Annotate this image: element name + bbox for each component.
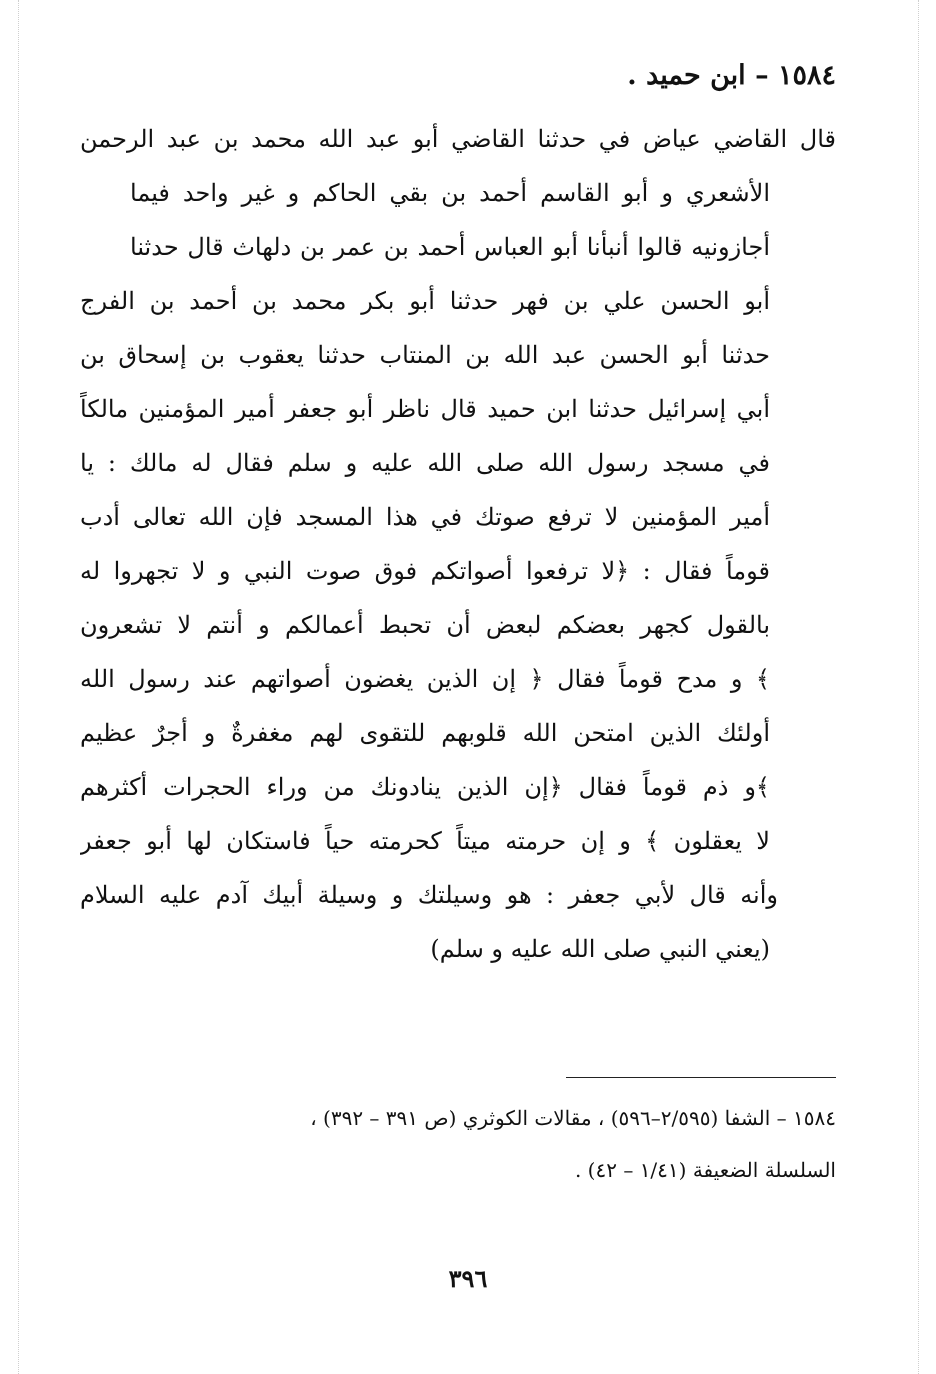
body-line: وأنه قال لأبي جعفر : هو وسيلتك و وسيلة أبيك آدم عليه السلام (80, 881, 778, 909)
footnote-line: ١٥٨٤ – الشفا (٢/٥٩٥–٥٩٦) ، مقالات الكوثري (ص ٣٩١ – ٣٩٢) ، (310, 1106, 836, 1130)
scan-guide-right (918, 0, 920, 1374)
body-line: ﴾و ذم قوماً فقال ﴿إن الذين ينادونك من وراء الحجرات أكثرهم (80, 773, 770, 801)
footnote-line: السلسلة الضعيفة (١/٤١ – ٤٢) . (574, 1158, 836, 1182)
body-line: أبي إسرائيل حدثنا ابن حميد قال ناظر أبو جعفر أمير المؤمنين مالكاً (80, 395, 770, 423)
body-line: أمير المؤمنين لا ترفع صوتك في هذا المسجد فإن الله تعالى أدب (80, 503, 770, 531)
body-line: بالقول كجهر بعضكم لبعض أن تحبط أعمالكم و أنتم لا تشعرون (80, 611, 770, 639)
body-line: قوماً فقال : ﴿لا ترفعوا أصواتكم فوق صوت النبي و لا تجهروا له (80, 557, 770, 585)
footnote-divider (566, 1077, 836, 1078)
body-line: حدثنا أبو الحسن عبد الله بن المنتاب حدثنا يعقوب بن إسحاق بن (80, 341, 770, 369)
body-line: أولئك الذين امتحن الله قلوبهم للتقوى لهم مغفرةٌ و أجرٌ عظيم (80, 719, 770, 747)
body-line: لا يعقلون ﴾ و إن حرمته ميتاً كحرمته حياً فاستكان لها أبو جعفر (80, 827, 770, 855)
body-line: (يعني النبي صلى الله عليه و سلم) (430, 935, 770, 963)
body-line: أبو الحسن علي بن فهر حدثنا أبو بكر محمد بن أحمد بن الفرج (80, 287, 770, 315)
body-line: أجازونيه قالوا أنبأنا أبو العباس أحمد بن عمر بن دلهاث قال حدثنا (130, 233, 770, 261)
entry-heading: ١٥٨٤ – ابن حميد . (627, 60, 836, 91)
body-line: قال القاضي عياض في حدثنا القاضي أبو عبد الله محمد بن عبد الرحمن (80, 125, 836, 153)
body-line: ﴾ و مدح قوماً فقال ﴿ إن الذين يغضون أصواتهم عند رسول الله (80, 665, 770, 693)
body-line: الأشعري و أبو القاسم أحمد بن بقي الحاكم و غير واحد فيما (130, 179, 770, 207)
page-number: ٣٩٦ (448, 1264, 488, 1293)
body-text (80, 112, 836, 976)
footnotes (90, 1092, 836, 1196)
body-line: في مسجد رسول الله صلى الله عليه و سلم فقال له مالك : يا (80, 449, 770, 477)
scan-guide-left (18, 0, 20, 1374)
